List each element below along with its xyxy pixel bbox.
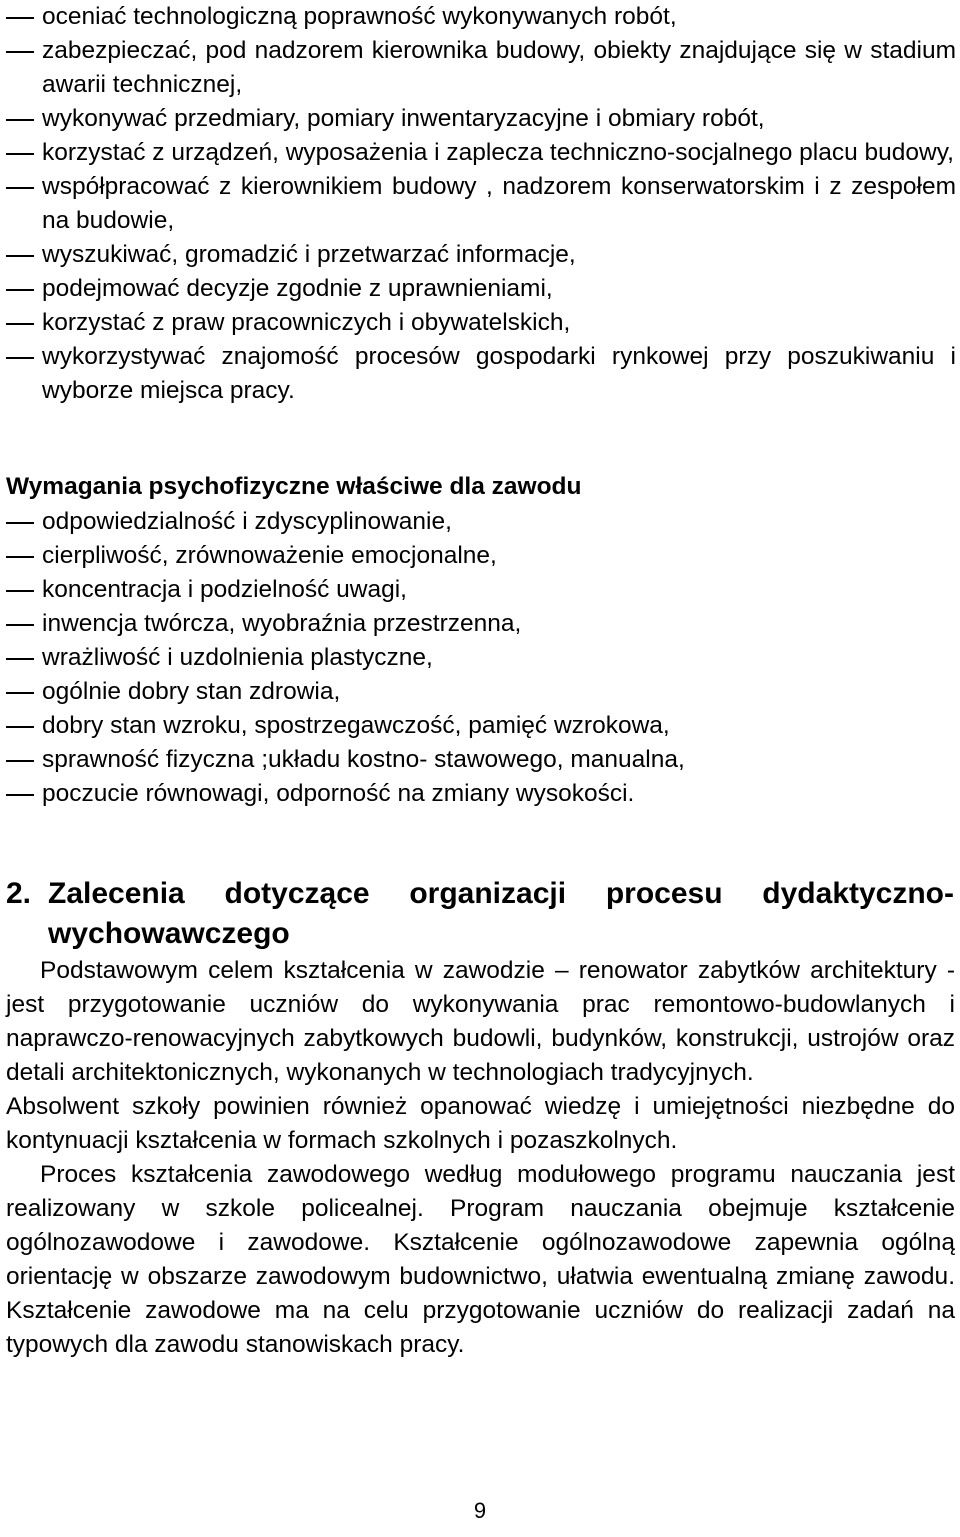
chapter-heading [0, 874, 960, 954]
list-item-text: cierpliwość, zrównoważenie emocjonalne, [42, 542, 497, 569]
dash-bullet-icon [6, 102, 34, 136]
list-item-text: dobry stan wzroku, spostrzegawczość, pamięć wzrokowa, [42, 712, 670, 739]
list-item-text: poczucie równowagi, odporność na zmiany wysokości. [42, 780, 635, 807]
dash-bullet-icon [6, 238, 34, 272]
list-item [0, 306, 960, 340]
list-item-text: współpracować z kierownikiem budowy , nadzorem konserwatorskim i z zespołem na budowie, [42, 173, 956, 234]
dash-bullet-icon [6, 136, 34, 170]
list-item-text: podejmować decyzje zgodnie z uprawnieniami, [42, 275, 553, 302]
skills-list [0, 0, 960, 408]
body-paragraph: Absolwent szkoły powinien również opanować wiedzę i umiejętności niezbędne do kontynuacji kształcenia w formach szkolnych i pozaszkolnych. [6, 1093, 955, 1154]
dash-bullet-icon [6, 34, 34, 68]
dash-bullet-icon [6, 272, 34, 306]
list-item-text: wyszukiwać, gromadzić i przetwarzać informacje, [42, 241, 576, 268]
dash-bullet-icon [6, 607, 34, 641]
list-item [0, 340, 960, 408]
requirements-list [0, 505, 960, 811]
list-item [0, 641, 960, 675]
list-item [0, 102, 960, 136]
chapter-section [0, 874, 960, 1362]
list-item-text: wrażliwość i uzdolnienia plastyczne, [42, 644, 433, 671]
list-item [0, 743, 960, 777]
chapter-title-line: Zalecenia dotyczące organizacji procesu dydaktyczno- [48, 877, 954, 910]
dash-bullet-icon [6, 641, 34, 675]
list-item [0, 238, 960, 272]
list-item-text: odpowiedzialność i zdyscyplinowanie, [42, 508, 452, 535]
list-item [0, 272, 960, 306]
list-item [0, 136, 960, 170]
page-number: 9 [473, 1498, 487, 1523]
list-item [0, 675, 960, 709]
list-item [0, 607, 960, 641]
list-item-text: koncentracja i podzielność uwagi, [42, 576, 407, 603]
chapter-number: 2. [6, 877, 32, 910]
dash-bullet-icon [6, 0, 34, 34]
list-item [0, 34, 960, 102]
list-item-text: oceniać technologiczną poprawność wykonywanych robót, [42, 3, 677, 30]
list-item [0, 777, 960, 811]
list-item-text: ogólnie dobry stan zdrowia, [42, 678, 341, 705]
dash-bullet-icon [6, 777, 34, 811]
list-item-text: wykonywać przedmiary, pomiary inwentaryzacyjne i obmiary robót, [42, 105, 765, 132]
dash-bullet-icon [6, 170, 34, 204]
dash-bullet-icon [6, 743, 34, 777]
body-paragraph: Podstawowym celem kształcenia w zawodzie – renowator zabytków architektury - jest przygotowanie uczniów do wykonywania prac remontowo-budowlanych i naprawczo-renowacyjnych zabytkowych budowli, budynków, konstrukcji, ustrojów oraz detali architektonicznych, wykonanych w technologiach tradycyjnych. [6, 957, 955, 1086]
list-item [0, 539, 960, 573]
dash-bullet-icon [6, 306, 34, 340]
list-item-text: korzystać z urządzeń, wyposażenia i zaplecza techniczno-socjalnego placu budowy, [42, 139, 954, 166]
list-item-text: zabezpieczać, pod nadzorem kierownika budowy, obiekty znajdujące się w stadium awarii technicznej, [42, 37, 956, 98]
list-item [0, 573, 960, 607]
dash-bullet-icon [6, 539, 34, 573]
dash-bullet-icon [6, 709, 34, 743]
dash-bullet-icon [6, 675, 34, 709]
body-paragraph: Proces kształcenia zawodowego według modułowego programu nauczania jest realizowany w szkole policealnej. Program nauczania obejmuje kształcenie ogólnozawodowe i zawodowe. Kształcenie ogólnozawodowe zapewnia ogólną orientację w obszarze zawodowym budownictwo, ułatwia ewentualną zmianę zawodu. Kształcenie zawodowe ma na celu przygotowanie uczniów do realizacji zadań na typowych dla zawodu stanowiskach pracy. [6, 1161, 955, 1358]
list-item [0, 505, 960, 539]
list-item [0, 709, 960, 743]
chapter-title-line: wychowawczego [48, 917, 290, 950]
psychophysical-requirements-section [0, 469, 960, 811]
section-heading: Wymagania psychofizyczne właściwe dla zawodu [6, 473, 582, 500]
list-item [0, 0, 960, 34]
dash-bullet-icon [6, 505, 34, 539]
dash-bullet-icon [6, 340, 34, 374]
list-item-text: wykorzystywać znajomość procesów gospodarki rynkowej przy poszukiwaniu i wyborze miejsca pracy. [42, 343, 956, 404]
list-item [0, 170, 960, 238]
list-item-text: korzystać z praw pracowniczych i obywatelskich, [42, 309, 571, 336]
dash-bullet-icon [6, 573, 34, 607]
list-item-text: sprawność fizyczna ;układu kostno- stawowego, manualna, [42, 746, 685, 773]
list-item-text: inwencja twórcza, wyobraźnia przestrzenna, [42, 610, 522, 637]
